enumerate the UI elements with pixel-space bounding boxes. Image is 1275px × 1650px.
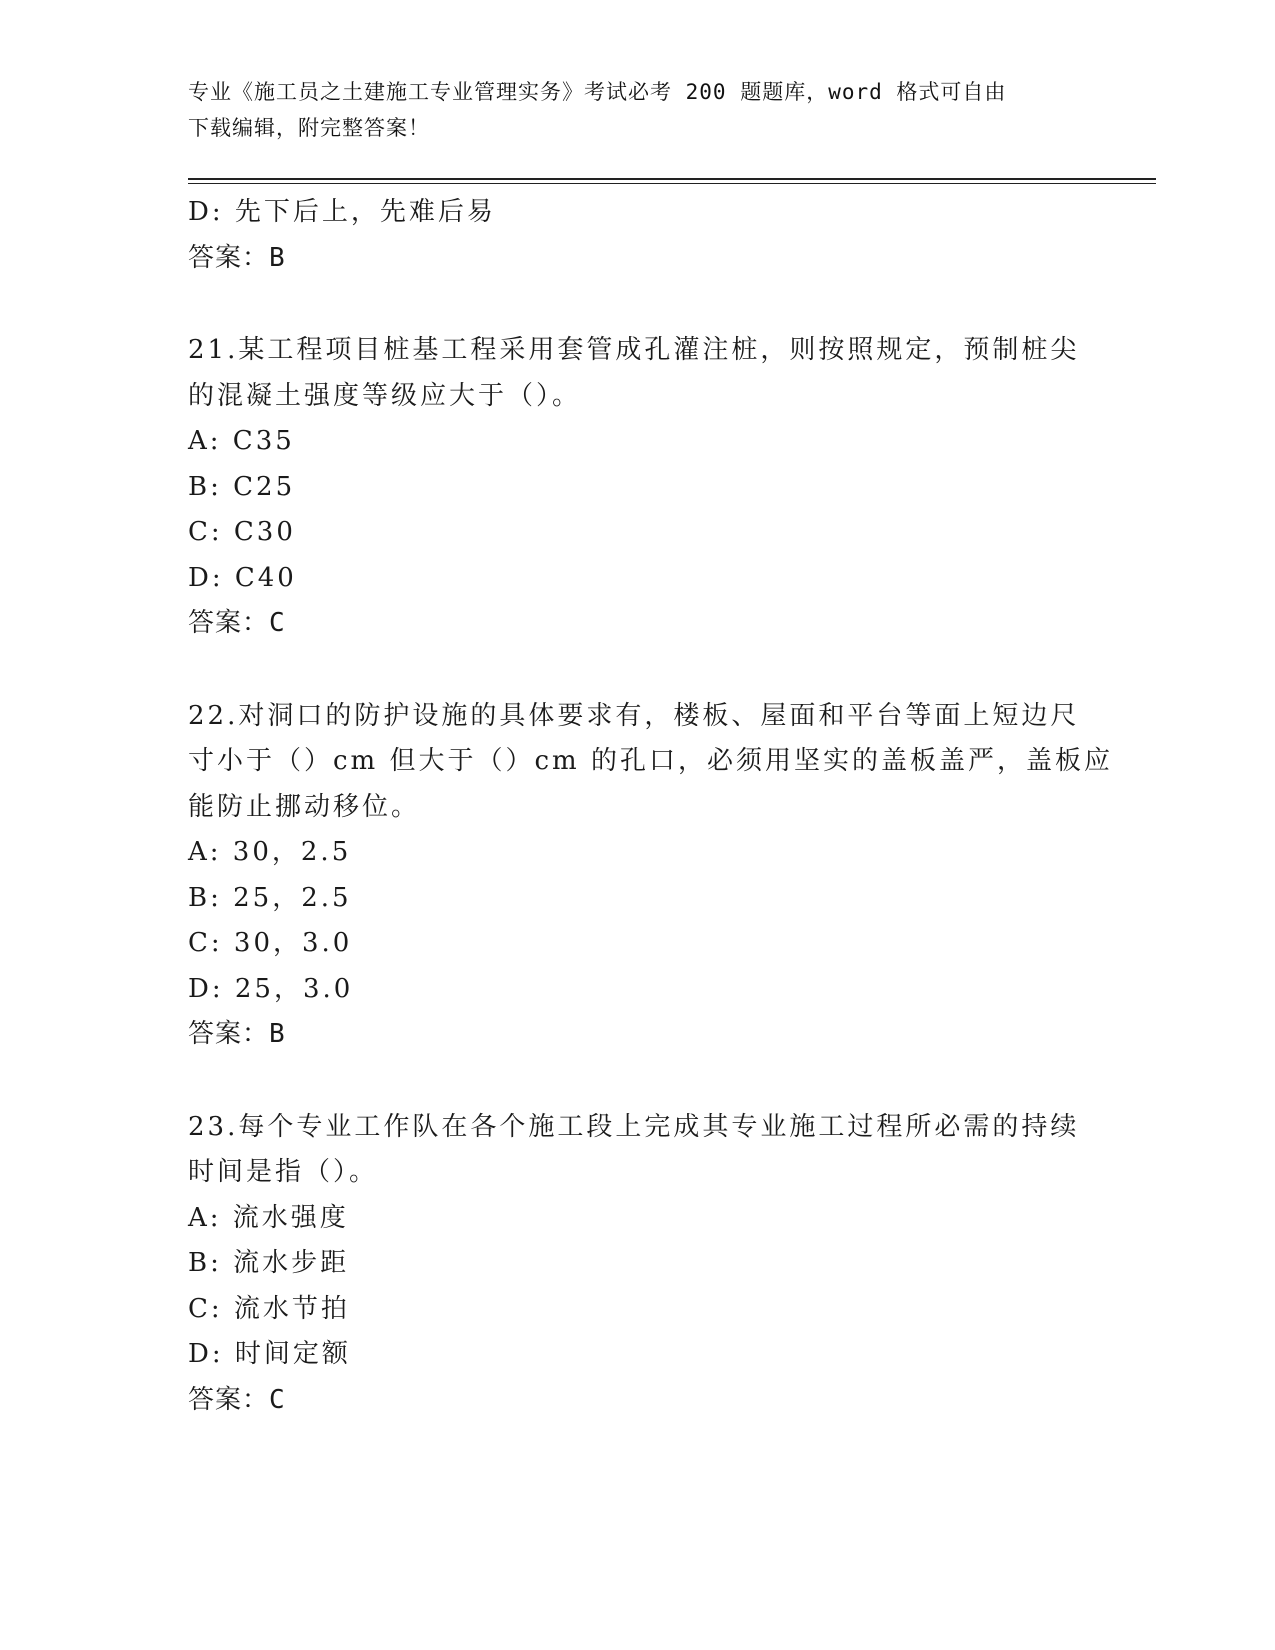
question-text-line: 22.对洞口的防护设施的具体要求有，楼板、屋面和平台等面上短边尺 [188,700,1080,731]
question-list [188,190,1113,1423]
header-title-line-2: 下载编辑，附完整答案！ [188,116,430,140]
spacer [188,281,1068,328]
answer-label: 答案：B [188,1019,286,1049]
question-text-line: 能防止挪动移位。 [188,791,421,822]
option-c: C: 30，3.0 [188,928,353,958]
option-a: A: 流水强度 [188,1202,349,1233]
question-text-line: 寸小于（）cm 但大于（）cm 的孔口，必须用坚实的盖板盖严，盖板应 [188,746,1113,776]
spacer [188,1058,1068,1105]
option-b: B: 25，2.5 [188,882,352,913]
option-a: A: 30，2.5 [188,837,352,867]
header-divider-thick [188,178,1156,180]
question-21 [188,328,1080,647]
question-23 [188,1105,1080,1424]
option-b: B: 流水步距 [188,1248,350,1278]
question-text-line: 的混凝土强度等级应大于（）。 [188,380,582,411]
option-c: C: 流水节拍 [188,1293,350,1324]
option-d: D: 时间定额 [188,1339,351,1369]
question-20-tail [188,190,1068,281]
option-d: D: 25，3.0 [188,973,354,1004]
question-text-line: 23.每个专业工作队在各个施工段上完成其专业施工过程所必需的持续 [188,1111,1080,1142]
option-c: C: C30 [188,517,296,547]
option-a: A: C35 [188,426,295,456]
answer-label: 答案：B [188,242,286,273]
question-22 [188,694,1113,1058]
option-d: D: 先下后上，先难后易 [188,197,496,227]
option-b: B: C25 [188,471,296,502]
header-divider-thin [188,183,1156,184]
document-header [188,74,1068,146]
answer-label: 答案：C [188,1384,286,1415]
question-text-line: 时间是指（）。 [188,1157,379,1187]
header-title-line-1: 专业《施工员之土建施工专业管理实务》考试必考 200 题题库，word 格式可自由 [188,80,1007,104]
answer-label: 答案：C [188,608,286,638]
question-text-line: 21.某工程项目桩基工程采用套管成孔灌注桩，则按照规定，预制桩尖 [188,335,1080,365]
option-d: D: C40 [188,562,297,593]
spacer [188,647,1068,694]
